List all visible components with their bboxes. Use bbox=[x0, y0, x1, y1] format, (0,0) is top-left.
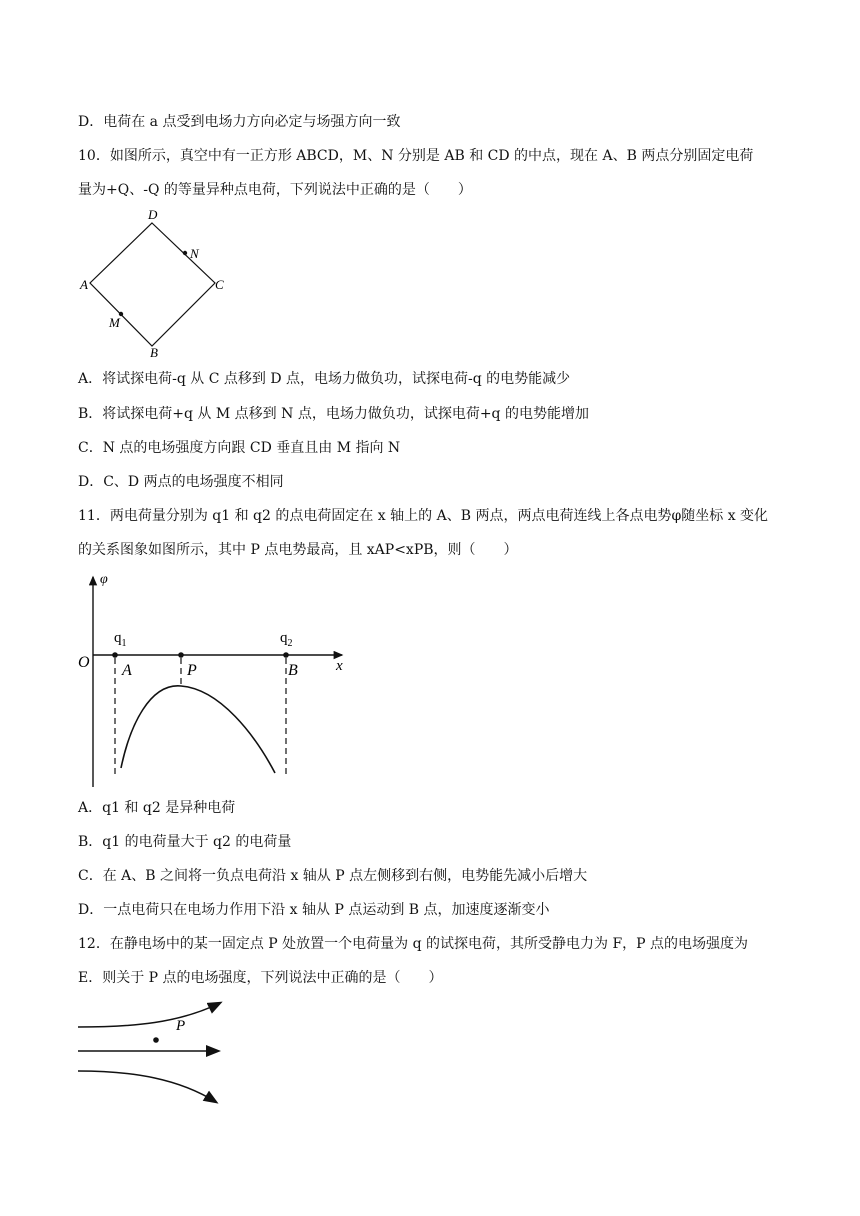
q10-label-c: C bbox=[215, 277, 224, 292]
q10-option-c: C．N 点的电场强度方向跟 CD 垂直且由 M 指向 N bbox=[78, 440, 401, 456]
q10-option-b: B．将试探电荷+q 从 M 点移到 N 点，电场力做负功，试探电荷+q 的电势能增加 bbox=[78, 406, 589, 422]
q11-label-o: O bbox=[78, 654, 90, 671]
q10-label-n: N bbox=[190, 246, 199, 261]
q12-label-p: P bbox=[176, 1018, 186, 1034]
q11-option-d: D．一点电荷只在电场力作用下沿 x 轴从 P 点运动到 B 点，加速度逐渐变小 bbox=[78, 902, 550, 918]
prev-option-d: D．电荷在 a 点受到电场力方向必定与场强方向一致 bbox=[78, 114, 401, 130]
q11-stem-line1: 11．两电荷量分别为 q1 和 q2 的点电荷固定在 x 轴上的 A、B 两点，两点电荷连线上各点电势φ随坐标 x 变化 bbox=[78, 508, 769, 524]
q12-field-lines-figure bbox=[74, 995, 234, 1110]
q10-label-b: B bbox=[150, 345, 158, 360]
q10-stem-line1: 10．如图所示，真空中有一正方形 ABCD，M、N 分别是 AB 和 CD 的中点，现在 A、B 两点分别固定电荷 bbox=[78, 148, 754, 164]
q10-label-a: A bbox=[80, 277, 88, 292]
q11-label-a: A bbox=[122, 662, 132, 679]
q11-label-q2: $q_2$ bbox=[280, 630, 293, 649]
q11-label-p: P bbox=[187, 662, 197, 679]
q11-label-b: B bbox=[288, 662, 298, 679]
q10-label-d: D bbox=[148, 207, 158, 222]
q12-stem-line1: 12．在静电场中的某一固定点 P 处放置一个电荷量为 q 的试探电荷，其所受静电力为 F，P 点的电场强度为 bbox=[78, 936, 749, 952]
q11-option-c: C．在 A、B 之间将一负点电荷沿 x 轴从 P 点左侧移到右侧，电势能先减小后增大 bbox=[78, 868, 588, 884]
q10-option-d: D．C、D 两点的电场强度不相同 bbox=[78, 474, 284, 490]
q10-square-figure bbox=[78, 203, 238, 363]
q11-potential-graph bbox=[70, 565, 360, 795]
q10-stem-line2: 量为+Q、-Q 的等量异种点电荷，下列说法中正确的是（ ） bbox=[78, 182, 472, 198]
q11-label-x: x bbox=[336, 658, 343, 674]
q11-label-phi: φ bbox=[100, 572, 108, 587]
q12-stem-line2: E．则关于 P 点的电场强度，下列说法中正确的是（ ） bbox=[78, 970, 443, 986]
q11-stem-line2: 的关系图象如图所示，其中 P 点电势最高，且 xAP<xPB，则（ ） bbox=[78, 542, 518, 558]
q10-option-a: A．将试探电荷-q 从 C 点移到 D 点，电场力做负功，试探电荷-q 的电势能减少 bbox=[78, 371, 571, 387]
q11-label-q1: $q_1$ bbox=[114, 630, 127, 649]
q11-option-a: A．q1 和 q2 是异种电荷 bbox=[78, 800, 236, 816]
q11-option-b: B．q1 的电荷量大于 q2 的电荷量 bbox=[78, 834, 292, 850]
q10-label-m: M bbox=[109, 315, 120, 330]
